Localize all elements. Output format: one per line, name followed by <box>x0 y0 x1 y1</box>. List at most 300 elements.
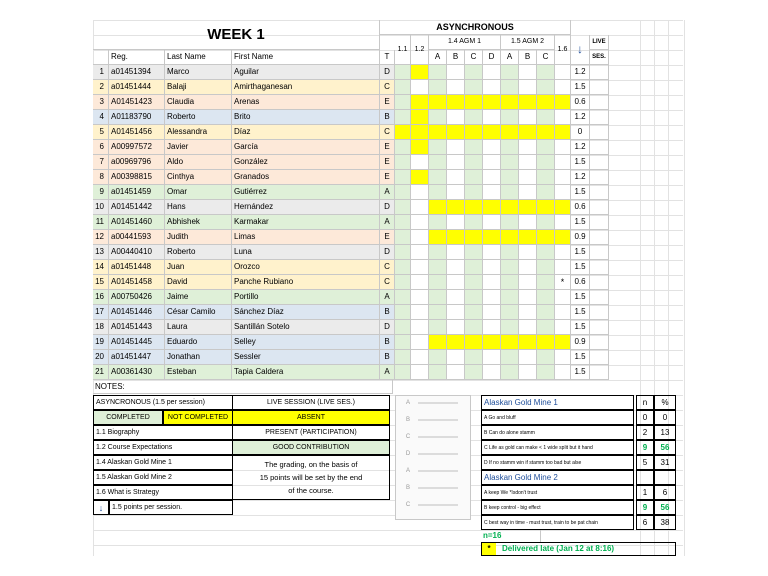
student-first-name[interactable]: Gutiérrez <box>232 185 380 200</box>
activity-cell[interactable] <box>411 230 429 245</box>
activity-cell[interactable] <box>483 110 501 125</box>
activity-cell[interactable] <box>465 95 483 110</box>
activity-cell[interactable] <box>395 185 411 200</box>
activity-cell[interactable] <box>501 335 519 350</box>
activity-cell[interactable] <box>555 170 571 185</box>
live-score[interactable]: 1.2 <box>571 65 590 80</box>
activity-cell[interactable] <box>555 290 571 305</box>
student-first-name[interactable]: Karmakar <box>232 215 380 230</box>
activity-cell[interactable] <box>483 185 501 200</box>
activity-cell[interactable] <box>395 275 411 290</box>
activity-cell[interactable] <box>501 170 519 185</box>
activity-cell[interactable] <box>555 65 571 80</box>
activity-cell[interactable] <box>411 365 429 380</box>
activity-cell[interactable] <box>519 65 537 80</box>
activity-cell[interactable] <box>483 170 501 185</box>
activity-cell[interactable] <box>411 260 429 275</box>
student-first-name[interactable]: Tapia Caldera <box>232 365 380 380</box>
activity-cell[interactable] <box>519 80 537 95</box>
activity-cell[interactable] <box>447 365 465 380</box>
student-reg[interactable]: a01451444 <box>109 80 165 95</box>
activity-cell[interactable] <box>501 65 519 80</box>
activity-cell[interactable] <box>411 125 429 140</box>
activity-cell[interactable] <box>501 185 519 200</box>
activity-cell[interactable] <box>519 275 537 290</box>
activity-cell[interactable] <box>519 95 537 110</box>
activity-cell[interactable] <box>537 125 555 140</box>
activity-cell[interactable] <box>395 65 411 80</box>
student-reg[interactable]: A01451456 <box>109 125 165 140</box>
student-last-name[interactable]: Jaime <box>165 290 232 305</box>
activity-cell[interactable] <box>519 110 537 125</box>
live-score[interactable]: 0.9 <box>571 335 590 350</box>
activity-cell[interactable] <box>519 140 537 155</box>
activity-cell[interactable] <box>537 170 555 185</box>
activity-cell[interactable] <box>429 110 447 125</box>
activity-cell[interactable] <box>395 110 411 125</box>
activity-cell[interactable] <box>555 155 571 170</box>
activity-cell[interactable] <box>429 185 447 200</box>
student-first-name[interactable]: Aguilar <box>232 65 380 80</box>
student-reg[interactable]: a01451394 <box>109 65 165 80</box>
activity-cell[interactable] <box>519 215 537 230</box>
student-last-name[interactable]: Marco <box>165 65 232 80</box>
activity-cell[interactable] <box>447 305 465 320</box>
activity-cell[interactable] <box>429 65 447 80</box>
activity-cell[interactable] <box>501 95 519 110</box>
activity-cell[interactable] <box>429 170 447 185</box>
activity-cell[interactable] <box>447 320 465 335</box>
activity-cell[interactable] <box>447 245 465 260</box>
activity-cell[interactable] <box>395 170 411 185</box>
activity-cell[interactable] <box>395 245 411 260</box>
student-first-name[interactable]: Panche Rubiano <box>232 275 380 290</box>
activity-cell[interactable] <box>411 320 429 335</box>
activity-cell[interactable] <box>483 350 501 365</box>
activity-cell[interactable] <box>429 350 447 365</box>
activity-cell[interactable] <box>395 95 411 110</box>
activity-cell[interactable] <box>501 200 519 215</box>
student-last-name[interactable]: Laura <box>165 320 232 335</box>
activity-cell[interactable] <box>411 80 429 95</box>
activity-cell[interactable] <box>395 305 411 320</box>
activity-cell[interactable] <box>555 110 571 125</box>
student-team: D <box>380 245 395 260</box>
activity-cell[interactable] <box>395 350 411 365</box>
activity-cell[interactable] <box>411 185 429 200</box>
student-last-name[interactable]: Abhishek <box>165 215 232 230</box>
student-reg[interactable]: A01451442 <box>109 200 165 215</box>
student-first-name[interactable]: Sessler <box>232 350 380 365</box>
activity-cell[interactable] <box>447 335 465 350</box>
row-number: 9 <box>93 185 109 200</box>
activity-cell[interactable] <box>555 185 571 200</box>
activity-cell[interactable] <box>411 335 429 350</box>
activity-cell[interactable] <box>465 125 483 140</box>
student-reg[interactable]: A00440410 <box>109 245 165 260</box>
activity-cell[interactable] <box>519 305 537 320</box>
student-first-name[interactable]: Selley <box>232 335 380 350</box>
activity-cell[interactable] <box>555 140 571 155</box>
activity-cell[interactable] <box>483 80 501 95</box>
activity-cell[interactable] <box>447 80 465 95</box>
activity-cell[interactable] <box>537 185 555 200</box>
student-reg[interactable]: a01451447 <box>109 350 165 365</box>
activity-cell[interactable] <box>483 95 501 110</box>
activity-cell[interactable] <box>395 290 411 305</box>
activity-cell[interactable] <box>411 95 429 110</box>
activity-cell[interactable] <box>447 95 465 110</box>
activity-cell[interactable] <box>555 350 571 365</box>
student-reg[interactable]: A00361430 <box>109 365 165 380</box>
student-last-name[interactable]: Juan <box>165 260 232 275</box>
activity-cell[interactable] <box>465 185 483 200</box>
activity-cell[interactable] <box>555 215 571 230</box>
activity-cell[interactable] <box>395 230 411 245</box>
activity-cell[interactable] <box>395 320 411 335</box>
activity-cell[interactable] <box>555 80 571 95</box>
activity-cell[interactable] <box>501 320 519 335</box>
activity-cell[interactable] <box>537 350 555 365</box>
activity-cell[interactable] <box>555 95 571 110</box>
activity-cell[interactable] <box>447 125 465 140</box>
activity-cell[interactable] <box>447 155 465 170</box>
activity-cell[interactable] <box>501 275 519 290</box>
student-last-name[interactable]: Javier <box>165 140 232 155</box>
activity-cell[interactable] <box>465 245 483 260</box>
activity-cell[interactable] <box>519 260 537 275</box>
activity-cell[interactable] <box>447 260 465 275</box>
student-last-name[interactable]: Balaji <box>165 80 232 95</box>
activity-cell[interactable] <box>519 230 537 245</box>
activity-cell[interactable] <box>483 305 501 320</box>
activity-cell[interactable] <box>537 215 555 230</box>
activity-cell[interactable] <box>411 350 429 365</box>
activity-cell[interactable] <box>429 365 447 380</box>
activity-cell[interactable] <box>465 305 483 320</box>
activity-cell[interactable] <box>537 110 555 125</box>
student-last-name[interactable]: Hans <box>165 200 232 215</box>
activity-cell[interactable] <box>447 65 465 80</box>
activity-cell[interactable] <box>465 230 483 245</box>
activity-cell[interactable] <box>465 215 483 230</box>
student-reg[interactable]: A00750426 <box>109 290 165 305</box>
student-reg[interactable]: A01451458 <box>109 275 165 290</box>
activity-cell[interactable] <box>447 215 465 230</box>
live-score[interactable]: 1.5 <box>571 365 590 380</box>
activity-cell[interactable] <box>411 110 429 125</box>
activity-cell[interactable] <box>501 110 519 125</box>
live-score[interactable]: 0.6 <box>571 200 590 215</box>
live-score[interactable]: 1.5 <box>571 80 590 95</box>
activity-cell[interactable] <box>395 215 411 230</box>
activity-cell[interactable] <box>537 260 555 275</box>
activity-cell[interactable] <box>555 335 571 350</box>
activity-cell[interactable] <box>411 215 429 230</box>
live-score[interactable]: 1.5 <box>571 260 590 275</box>
student-reg[interactable]: A01451445 <box>109 335 165 350</box>
activity-cell[interactable] <box>465 275 483 290</box>
activity-cell[interactable] <box>483 155 501 170</box>
activity-cell[interactable] <box>483 245 501 260</box>
activity-cell[interactable] <box>501 350 519 365</box>
activity-cell[interactable] <box>537 80 555 95</box>
col-live-2: SES. <box>590 50 609 65</box>
student-first-name[interactable]: Díaz <box>232 125 380 140</box>
activity-cell[interactable] <box>429 290 447 305</box>
activity-cell[interactable] <box>483 215 501 230</box>
live-score[interactable]: 1.5 <box>571 245 590 260</box>
activity-cell[interactable] <box>447 110 465 125</box>
activity-cell[interactable] <box>411 140 429 155</box>
activity-cell[interactable] <box>395 200 411 215</box>
activity-cell[interactable] <box>519 125 537 140</box>
student-last-name[interactable]: Eduardo <box>165 335 232 350</box>
activity-cell[interactable] <box>395 125 411 140</box>
activity-cell[interactable] <box>537 305 555 320</box>
student-first-name[interactable]: Amirthaganesan <box>232 80 380 95</box>
activity-cell[interactable] <box>537 320 555 335</box>
activity-cell[interactable] <box>501 245 519 260</box>
student-last-name[interactable]: Roberto <box>165 245 232 260</box>
activity-cell[interactable] <box>411 245 429 260</box>
activity-cell[interactable] <box>429 335 447 350</box>
activity-cell[interactable] <box>519 200 537 215</box>
student-last-name[interactable]: David <box>165 275 232 290</box>
activity-cell[interactable] <box>555 320 571 335</box>
activity-cell[interactable] <box>519 155 537 170</box>
live-score[interactable]: 1.2 <box>571 170 590 185</box>
activity-cell[interactable] <box>465 80 483 95</box>
activity-cell[interactable] <box>537 200 555 215</box>
student-first-name[interactable]: Portillo <box>232 290 380 305</box>
student-reg[interactable]: a01451459 <box>109 185 165 200</box>
activity-cell[interactable] <box>395 80 411 95</box>
activity-cell[interactable] <box>465 320 483 335</box>
student-reg[interactable]: A00398815 <box>109 170 165 185</box>
activity-cell[interactable] <box>555 230 571 245</box>
activity-cell[interactable] <box>501 125 519 140</box>
activity-cell[interactable] <box>465 365 483 380</box>
activity-cell[interactable] <box>501 215 519 230</box>
activity-cell[interactable] <box>429 260 447 275</box>
student-reg[interactable]: a00969796 <box>109 155 165 170</box>
activity-cell[interactable] <box>483 365 501 380</box>
student-first-name[interactable]: Granados <box>232 170 380 185</box>
student-last-name[interactable]: Jonathan <box>165 350 232 365</box>
student-reg[interactable]: A01183790 <box>109 110 165 125</box>
student-last-name[interactable]: César Camilo <box>165 305 232 320</box>
activity-cell[interactable] <box>501 230 519 245</box>
activity-cell[interactable] <box>465 335 483 350</box>
activity-cell[interactable] <box>537 95 555 110</box>
student-reg[interactable]: A01451423 <box>109 95 165 110</box>
activity-cell[interactable] <box>519 170 537 185</box>
activity-cell[interactable] <box>465 110 483 125</box>
activity-cell[interactable] <box>465 170 483 185</box>
activity-cell[interactable] <box>447 185 465 200</box>
activity-cell[interactable] <box>411 155 429 170</box>
activity-cell[interactable] <box>483 335 501 350</box>
activity-cell[interactable] <box>555 125 571 140</box>
live-score[interactable]: 1.5 <box>571 185 590 200</box>
live-score[interactable]: 0.6 <box>571 275 590 290</box>
activity-cell[interactable] <box>537 275 555 290</box>
row-number: 3 <box>93 95 109 110</box>
live-score[interactable]: 0.9 <box>571 230 590 245</box>
live-score[interactable]: 0.6 <box>571 95 590 110</box>
student-first-name[interactable]: Arenas <box>232 95 380 110</box>
activity-cell[interactable] <box>411 305 429 320</box>
activity-cell[interactable] <box>555 365 571 380</box>
student-reg[interactable]: A01451460 <box>109 215 165 230</box>
activity-cell[interactable] <box>429 155 447 170</box>
live-score[interactable]: 0 <box>571 125 590 140</box>
activity-legend-item: 1.4 Alaskan Gold Mine 1 <box>93 455 233 470</box>
student-last-name[interactable]: Cinthya <box>165 170 232 185</box>
activity-cell[interactable] <box>429 80 447 95</box>
student-first-name[interactable]: Santillán Sotelo <box>232 320 380 335</box>
activity-cell[interactable] <box>429 200 447 215</box>
activity-cell[interactable] <box>483 200 501 215</box>
live-score[interactable]: 1.2 <box>571 110 590 125</box>
activity-cell[interactable] <box>501 305 519 320</box>
activity-cell[interactable] <box>537 155 555 170</box>
activity-cell[interactable] <box>447 230 465 245</box>
student-first-name[interactable]: Brito <box>232 110 380 125</box>
student-reg[interactable]: A00997572 <box>109 140 165 155</box>
activity-cell[interactable] <box>395 140 411 155</box>
activity-cell[interactable] <box>465 260 483 275</box>
student-reg[interactable]: a01451448 <box>109 260 165 275</box>
student-first-name[interactable]: García <box>232 140 380 155</box>
student-last-name[interactable]: Esteban <box>165 365 232 380</box>
student-reg[interactable]: a00441593 <box>109 230 165 245</box>
activity-cell[interactable] <box>447 350 465 365</box>
activity-cell[interactable] <box>447 170 465 185</box>
activity-cell[interactable] <box>411 275 429 290</box>
activity-cell[interactable] <box>483 140 501 155</box>
activity-cell[interactable] <box>483 260 501 275</box>
activity-cell[interactable] <box>465 140 483 155</box>
activity-cell[interactable] <box>429 320 447 335</box>
activity-cell[interactable] <box>395 155 411 170</box>
activity-cell[interactable] <box>395 260 411 275</box>
student-reg[interactable]: A01451446 <box>109 305 165 320</box>
student-last-name[interactable]: Omar <box>165 185 232 200</box>
student-last-name[interactable]: Alessandra <box>165 125 232 140</box>
activity-cell[interactable] <box>501 290 519 305</box>
activity-cell[interactable] <box>465 290 483 305</box>
activity-cell[interactable] <box>537 65 555 80</box>
activity-cell[interactable] <box>537 290 555 305</box>
activity-cell[interactable] <box>555 200 571 215</box>
late-marker[interactable]: * <box>555 275 571 290</box>
activity-cell[interactable] <box>519 245 537 260</box>
activity-cell[interactable] <box>519 320 537 335</box>
activity-cell[interactable] <box>483 320 501 335</box>
activity-cell[interactable] <box>537 140 555 155</box>
live-score[interactable]: 1.5 <box>571 305 590 320</box>
student-first-name[interactable]: Luna <box>232 245 380 260</box>
activity-cell[interactable] <box>483 275 501 290</box>
activity-cell[interactable] <box>395 365 411 380</box>
activity-cell[interactable] <box>429 140 447 155</box>
activity-cell[interactable] <box>447 290 465 305</box>
activity-cell[interactable] <box>501 260 519 275</box>
activity-cell[interactable] <box>411 200 429 215</box>
activity-cell[interactable] <box>483 290 501 305</box>
activity-cell[interactable] <box>519 335 537 350</box>
activity-cell[interactable] <box>519 350 537 365</box>
activity-cell[interactable] <box>519 290 537 305</box>
activity-cell[interactable] <box>555 305 571 320</box>
activity-cell[interactable] <box>447 275 465 290</box>
student-last-name[interactable]: Judith <box>165 230 232 245</box>
activity-cell[interactable] <box>501 80 519 95</box>
activity-cell[interactable] <box>429 230 447 245</box>
activity-cell[interactable] <box>537 245 555 260</box>
activity-cell[interactable] <box>411 65 429 80</box>
activity-cell[interactable] <box>465 155 483 170</box>
activity-cell[interactable] <box>519 185 537 200</box>
student-last-name[interactable]: Roberto <box>165 110 232 125</box>
activity-cell[interactable] <box>555 245 571 260</box>
activity-cell[interactable] <box>429 125 447 140</box>
activity-cell[interactable] <box>501 155 519 170</box>
activity-cell[interactable] <box>483 230 501 245</box>
activity-cell[interactable] <box>483 65 501 80</box>
activity-cell[interactable] <box>537 230 555 245</box>
activity-cell[interactable] <box>447 140 465 155</box>
activity-cell[interactable] <box>465 65 483 80</box>
activity-cell[interactable] <box>519 365 537 380</box>
activity-cell[interactable] <box>447 200 465 215</box>
activity-cell[interactable] <box>411 170 429 185</box>
activity-cell[interactable] <box>465 350 483 365</box>
student-first-name[interactable]: Hernández <box>232 200 380 215</box>
student-reg[interactable]: A01451443 <box>109 320 165 335</box>
activity-cell[interactable] <box>483 125 501 140</box>
student-last-name[interactable]: Aldo <box>165 155 232 170</box>
live-score[interactable]: 1.5 <box>571 155 590 170</box>
live-score[interactable]: 1.5 <box>571 350 590 365</box>
activity-cell[interactable] <box>395 335 411 350</box>
activity-cell[interactable] <box>501 140 519 155</box>
activity-cell[interactable] <box>411 290 429 305</box>
activity-cell[interactable] <box>537 365 555 380</box>
activity-cell[interactable] <box>501 365 519 380</box>
activity-cell[interactable] <box>429 95 447 110</box>
activity-cell[interactable] <box>429 215 447 230</box>
student-first-name[interactable]: Sánchez Díaz <box>232 305 380 320</box>
student-first-name[interactable]: Orozco <box>232 260 380 275</box>
live-score[interactable]: 1.5 <box>571 320 590 335</box>
activity-cell[interactable] <box>555 260 571 275</box>
activity-cell[interactable] <box>537 335 555 350</box>
live-score[interactable]: 1.5 <box>571 215 590 230</box>
activity-cell[interactable] <box>465 200 483 215</box>
activity-cell[interactable] <box>429 245 447 260</box>
live-score[interactable]: 1.5 <box>571 290 590 305</box>
activity-cell[interactable] <box>429 275 447 290</box>
student-first-name[interactable]: Limas <box>232 230 380 245</box>
notes-label: NOTES: <box>93 380 393 394</box>
student-first-name[interactable]: González <box>232 155 380 170</box>
student-last-name[interactable]: Claudia <box>165 95 232 110</box>
live-score[interactable]: 1.2 <box>571 140 590 155</box>
activity-cell[interactable] <box>429 305 447 320</box>
